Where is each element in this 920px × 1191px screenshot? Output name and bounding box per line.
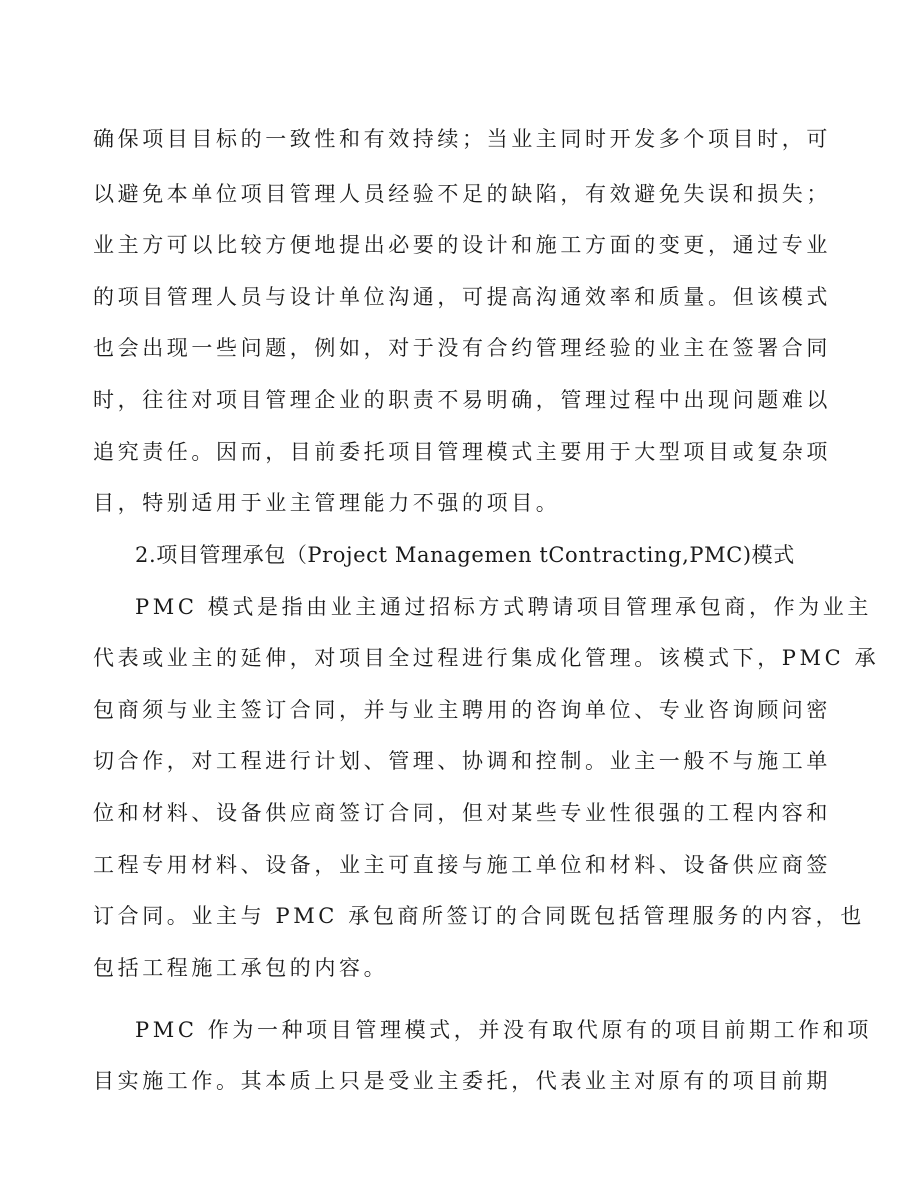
paragraph-line: 代表或业主的延伸，对项目全过程进行集成化管理。该模式下，PMC 承 (93, 646, 880, 670)
paragraph-line: 也会出现一些问题，例如，对于没有合约管理经验的业主在签署合同 (93, 336, 831, 360)
paragraph-line: 工程专用材料、设备，业主可直接与施工单位和材料、设备供应商签 (93, 853, 831, 877)
paragraph-line: 位和材料、设备供应商签订合同，但对某些专业性很强的工程内容和 (93, 801, 831, 825)
paragraph-line: PMC 模式是指由业主通过招标方式聘请项目管理承包商，作为业主 (135, 595, 872, 619)
paragraph-line: 包括工程施工承包的内容。 (93, 956, 389, 980)
paragraph-line: 包商须与业主签订合同，并与业主聘用的咨询单位、专业咨询顾问密 (93, 698, 831, 722)
paragraph-line: 的项目管理人员与设计单位沟通，可提高沟通效率和质量。但该模式 (93, 285, 831, 309)
paragraph-line: 订合同。业主与 PMC 承包商所签订的合同既包括管理服务的内容，也 (93, 904, 865, 928)
section-heading: 2.项目管理承包（Project Managemen tContracting,PMC)模式 (135, 543, 795, 567)
paragraph-line: 切合作，对工程进行计划、管理、协调和控制。业主一般不与施工单 (93, 749, 831, 773)
paragraph-line: PMC 作为一种项目管理模式，并没有取代原有的项目前期工作和项 (135, 1018, 872, 1042)
paragraph-line: 以避免本单位项目管理人员经验不足的缺陷，有效避免失误和损失； (93, 182, 831, 206)
paragraph-line: 目实施工作。其本质上只是受业主委托，代表业主对原有的项目前期 (93, 1069, 831, 1093)
paragraph-line: 业主方可以比较方便地提出必要的设计和施工方面的变更，通过专业 (93, 233, 831, 257)
paragraph-line: 时，往往对项目管理企业的职责不易明确，管理过程中出现问题难以 (93, 388, 831, 412)
paragraph-line: 追究责任。因而，目前委托项目管理模式主要用于大型项目或复杂项 (93, 440, 831, 464)
paragraph-line: 目，特别适用于业主管理能力不强的项目。 (93, 491, 561, 515)
paragraph-line: 确保项目目标的一致性和有效持续；当业主同时开发多个项目时，可 (93, 127, 831, 151)
